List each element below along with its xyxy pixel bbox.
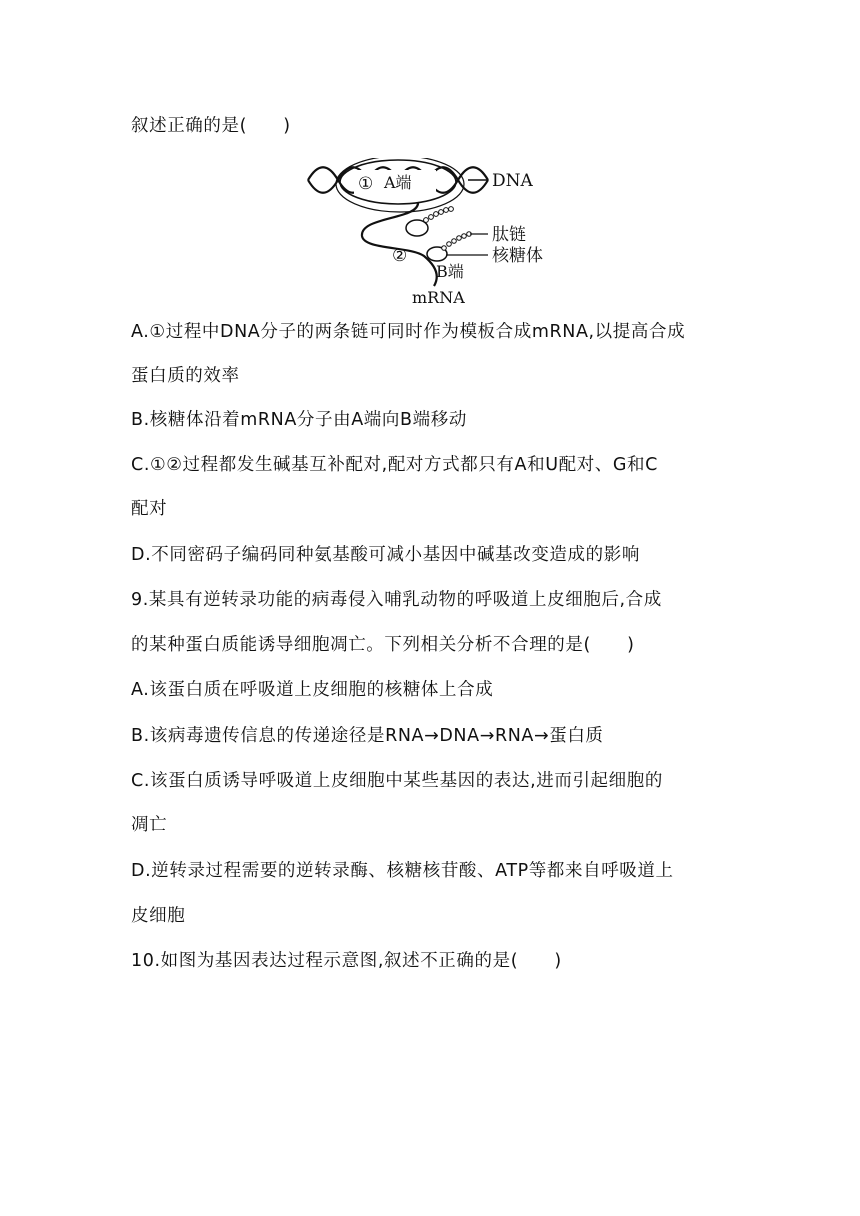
circle-two-label: ② bbox=[392, 246, 408, 266]
mrna-label: mRNA bbox=[412, 288, 465, 307]
ribosome-label: 核糖体 bbox=[492, 246, 543, 266]
b-end-label: B端 bbox=[436, 262, 464, 281]
stem-tail-q8: 叙述正确的是( ) bbox=[131, 116, 291, 136]
q9-option-c-line2: 凋亡 bbox=[131, 815, 168, 835]
gene-expression-figure bbox=[300, 158, 570, 308]
q10-stem: 10.如图为基因表达过程示意图,叙述不正确的是( ) bbox=[131, 951, 562, 971]
q9-option-b: B.该病毒遗传信息的传递途径是RNA→DNA→RNA→蛋白质 bbox=[131, 726, 604, 746]
q8-option-a-line2: 蛋白质的效率 bbox=[131, 366, 240, 386]
q8-option-b: B.核糖体沿着mRNA分子由A端向B端移动 bbox=[131, 410, 467, 430]
q9-option-d-line1: D.逆转录过程需要的逆转录酶、核糖核苷酸、ATP等都来自呼吸道上 bbox=[131, 861, 674, 881]
q8-option-c-line2: 配对 bbox=[131, 499, 168, 519]
q9-option-c-line1: C.该蛋白质诱导呼吸道上皮细胞中某些基因的表达,进而引起细胞的 bbox=[131, 771, 663, 791]
mrna-strand bbox=[362, 202, 437, 286]
q9-stem-line1: 9.某具有逆转录功能的病毒侵入哺乳动物的呼吸道上皮细胞后,合成 bbox=[131, 590, 662, 610]
peptide-label: 肽链 bbox=[492, 225, 526, 245]
peptide-chain-2 bbox=[442, 232, 472, 251]
q8-option-d: D.不同密码子编码同种氨基酸可减小基因中碱基改变造成的影响 bbox=[131, 545, 640, 565]
q9-option-d-line2: 皮细胞 bbox=[131, 906, 186, 926]
q9-option-a: A.该蛋白质在呼吸道上皮细胞的核糖体上合成 bbox=[131, 680, 494, 700]
q8-option-a-line1: A.①过程中DNA分子的两条链可同时作为模板合成mRNA,以提高合成 bbox=[131, 322, 686, 342]
dna-label: DNA bbox=[492, 171, 533, 191]
a-end-label: A端 bbox=[384, 173, 412, 192]
q9-stem-line2: 的某种蛋白质能诱导细胞凋亡。下列相关分析不合理的是( ) bbox=[131, 635, 635, 655]
q8-option-c-line1: C.①②过程都发生碱基互补配对,配对方式都只有A和U配对、G和C bbox=[131, 455, 658, 475]
circle-one-label: ① bbox=[358, 174, 374, 194]
